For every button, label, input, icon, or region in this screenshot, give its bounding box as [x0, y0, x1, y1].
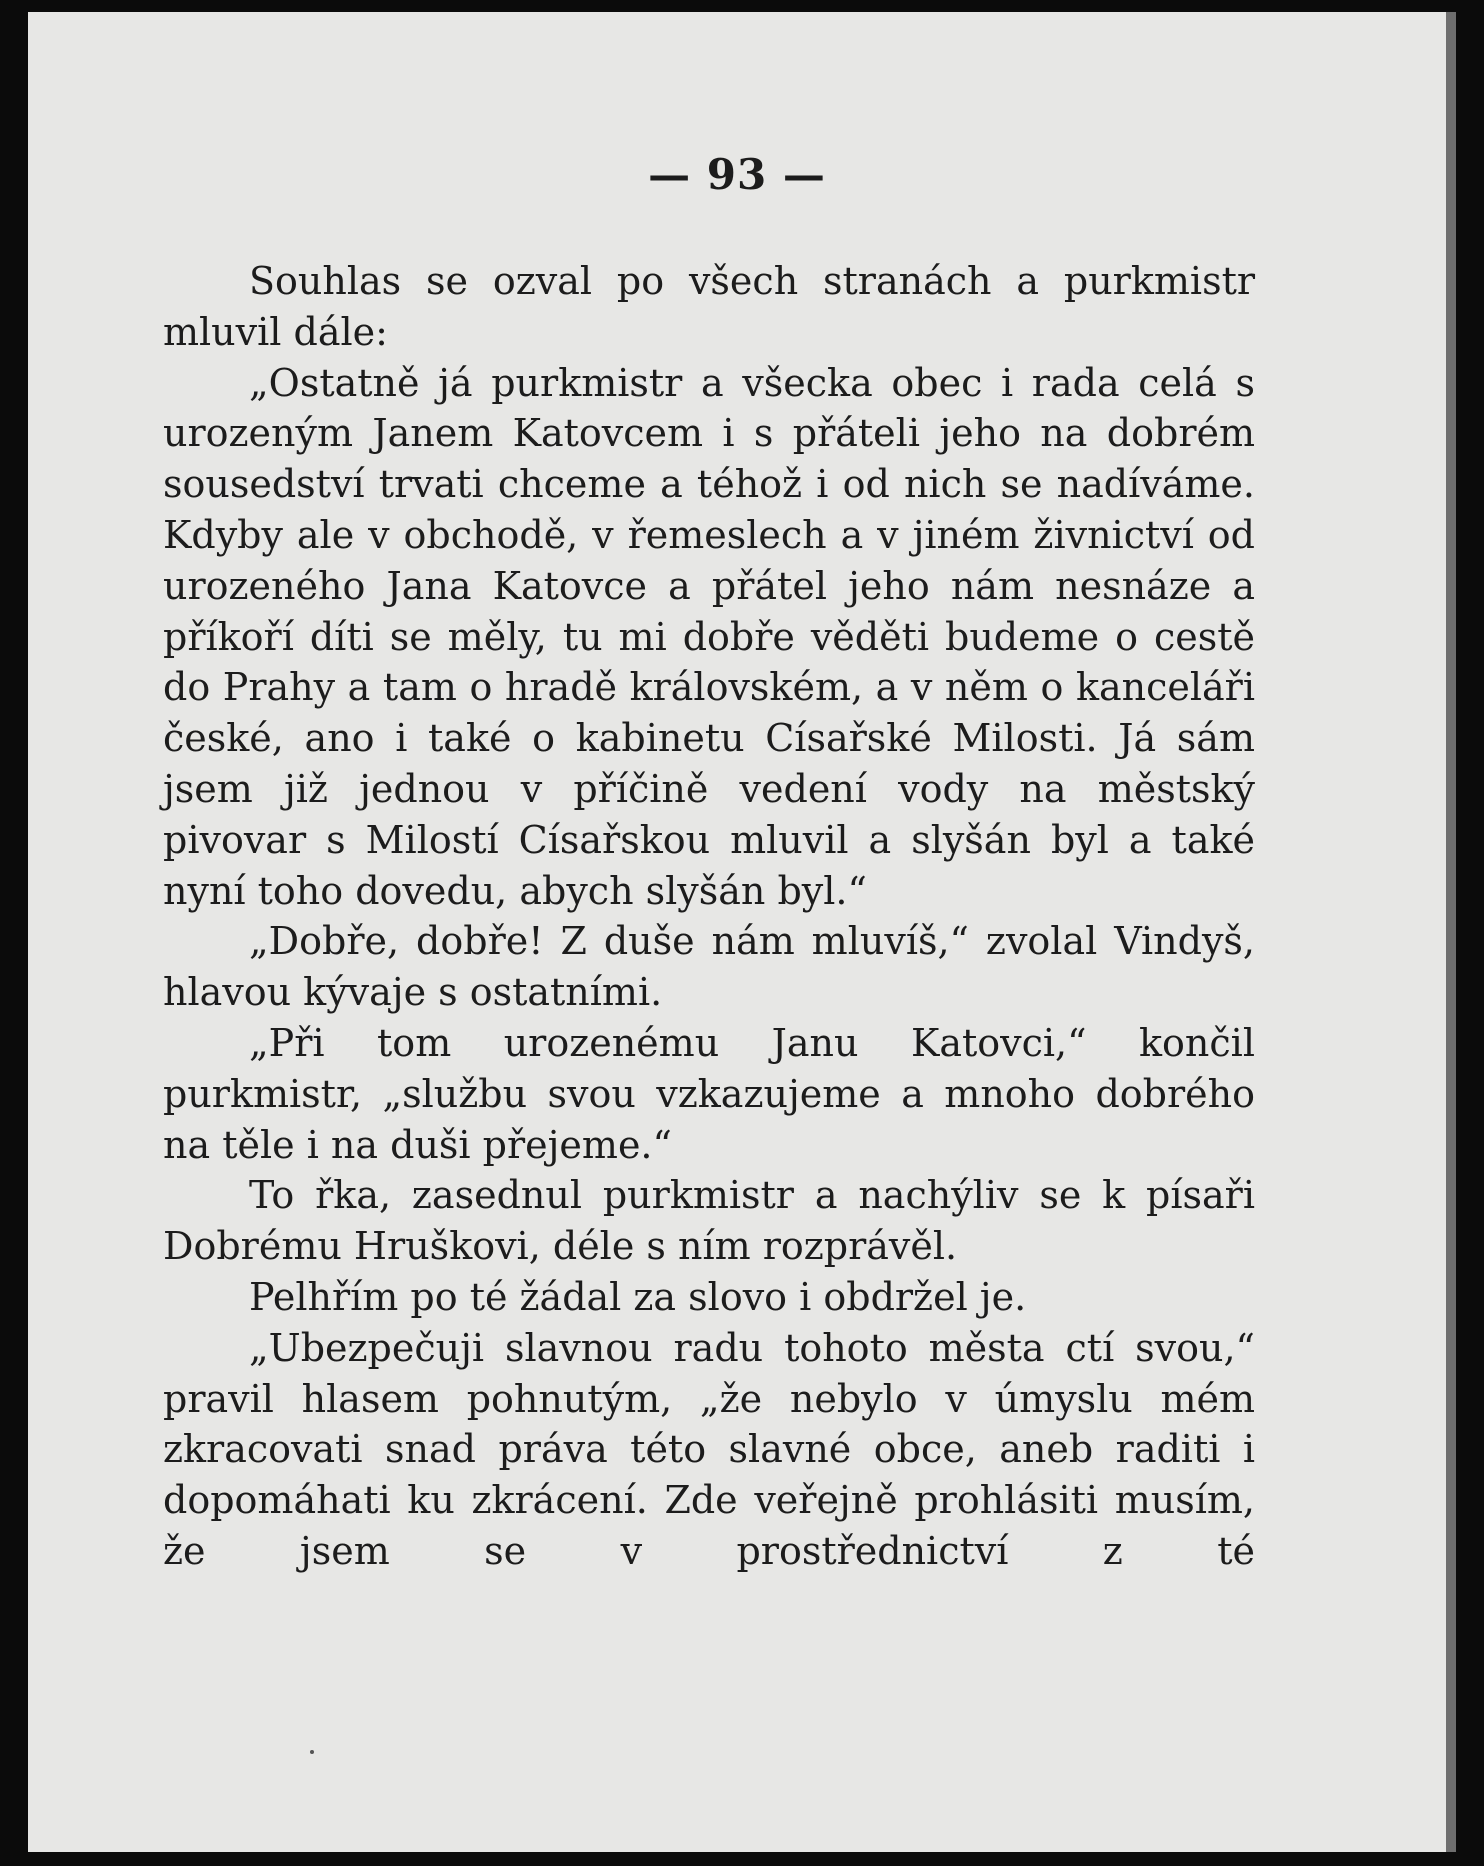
page-number: — 93 —: [648, 150, 826, 199]
paragraph: To řka, zasednul purkmistr a nachýliv se k písaři Dobrému Hruškovi, déle s ním rozprávěl.: [163, 1173, 1255, 1269]
paragraph: „Dobře, dobře! Z duše nám mluvíš,“ zvolal Vindyš, hlavou kývaje s ostatními.: [163, 919, 1255, 1015]
paragraph: „Při tom urozenému Janu Katovci,“ končil purkmistr, „službu svou vzkazujeme a mnoho dobrého na těle i na duši přejeme.“: [163, 1020, 1255, 1167]
page-edge-shadow: [1446, 12, 1456, 1852]
paragraph: „Ostatně já purkmistr a všecka obec i rada celá s urozeným Janem Katovcem i s přáteli jeho na dobrém sousedství trvati chceme a téhož i od nich se nadíváme. Kdyby ale v obchodě, v řemeslech a v jiném živnictví od urozeného Jana Katovce a přátel jeho nám nesnáze a příkoří díti se měly, tu mi dobře věděti budeme o cestě do Prahy a tam o hradě královském, a v něm o kanceláři české, ano i také o kabinetu Císařské Milosti. Já sám jsem již jednou v příčině vedení vody na městský pivovar s Milostí Císařskou mluvil a slyšán byl a také nyní toho dovedu, abych slyšán byl.“: [163, 360, 1255, 913]
paragraph: „Ubezpečuji slavnou radu tohoto města ctí svou,“ pravil hlasem pohnutým, „že nebylo v úmyslu mém zkracovati snad práva této slavné obce, aneb raditi i dopomáhati ku zkrácení. Zde veřejně prohlásiti musím, že jsem se v prostřednictví z té: [163, 1325, 1255, 1573]
page-body-text: [163, 256, 1255, 1577]
paragraph: Pelhřím po té žádal za slovo i obdržel je.: [249, 1274, 1027, 1319]
scan-speck: [310, 1750, 314, 1754]
book-page: [28, 12, 1446, 1852]
paragraph: Souhlas se ozval po všech stranách a purkmistr mluvil dále:: [163, 259, 1255, 354]
